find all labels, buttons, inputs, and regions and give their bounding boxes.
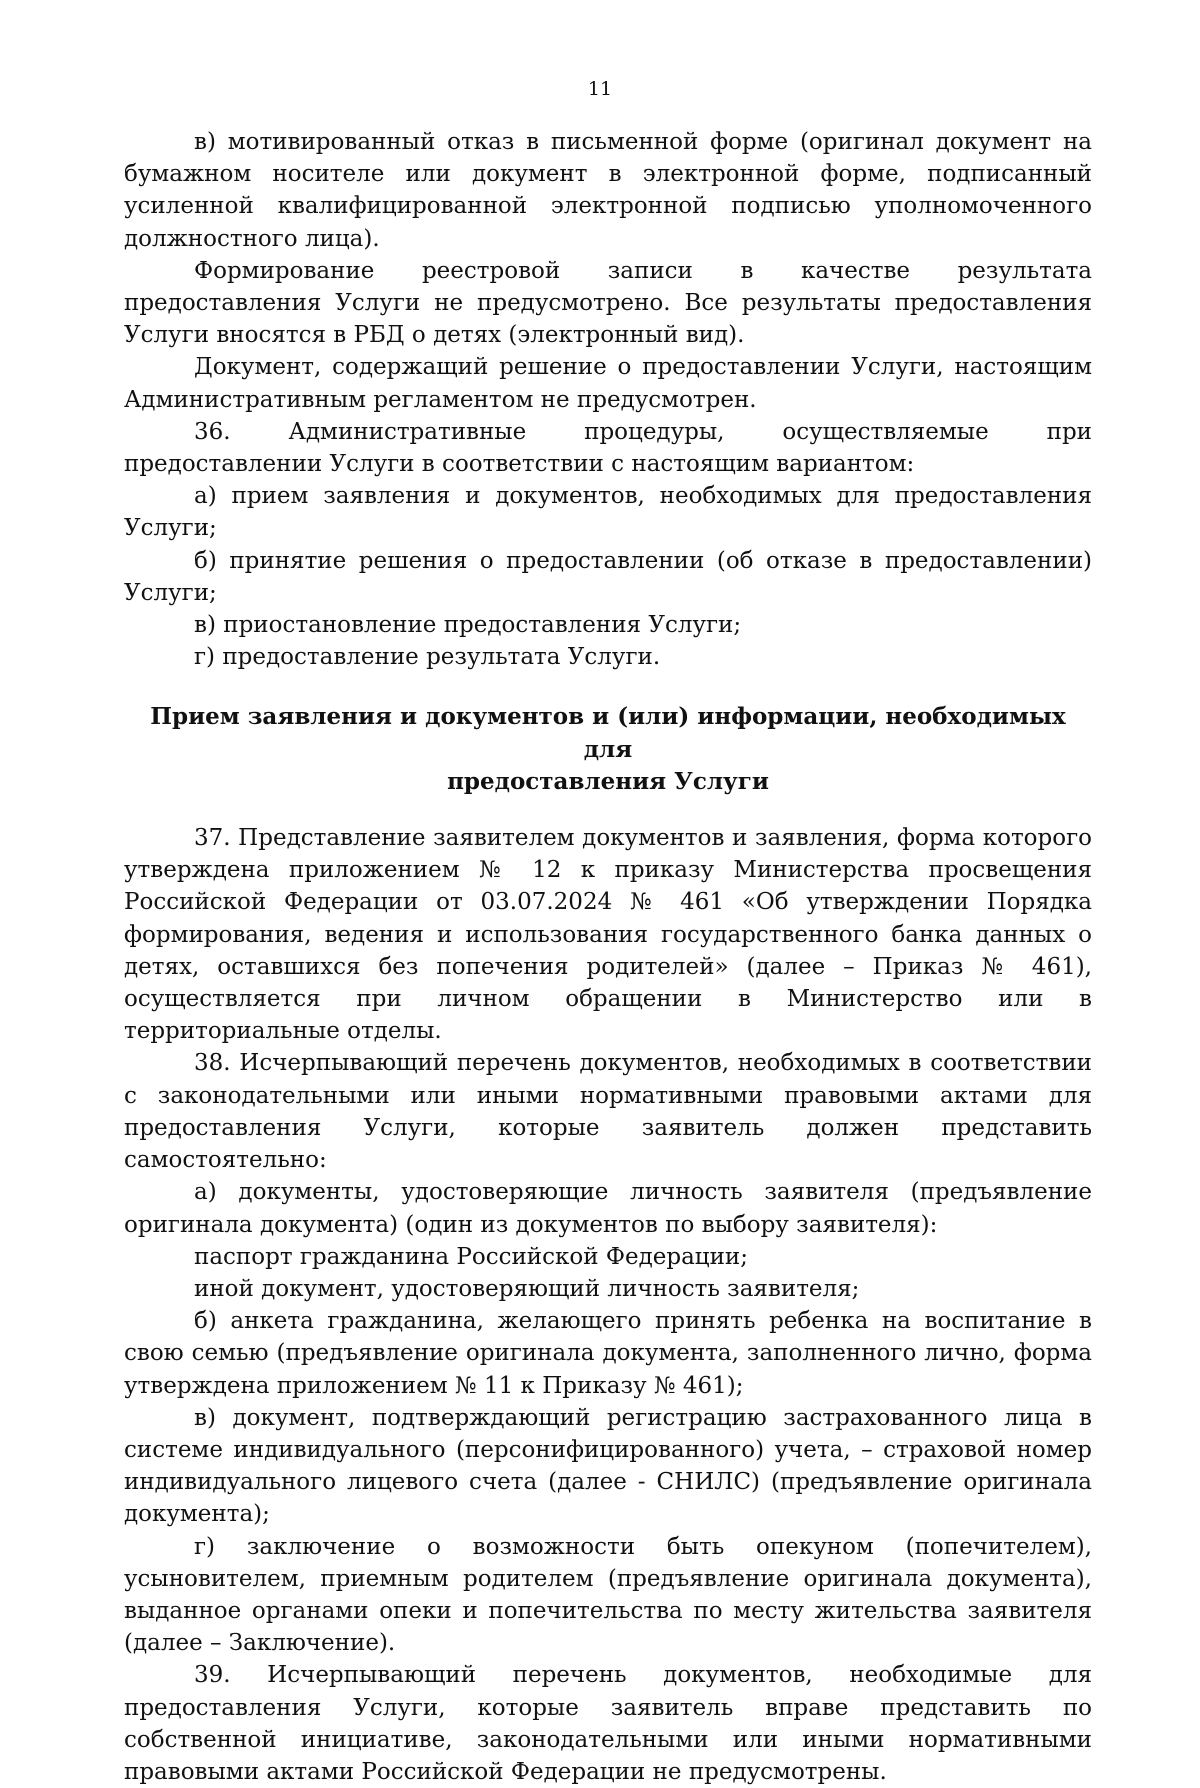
list-item: г) заключение о возможности быть опекуном (попечителем), усыновителем, приемным родителем (предъявление оригинала документа), выданное органами опеки и попечительства по месту жительства заявителя (далее – Заключение). [124, 1533, 1092, 1657]
list-item: а) документы, удостоверяющие личность заявителя (предъявление оригинала документа) (один из документов по выбору заявителя): [124, 1179, 1092, 1238]
section-heading [124, 701, 1092, 798]
paragraph: 36. Административные процедуры, осуществляемые при предоставлении Услуги в соответствии с настоящим вариантом: [124, 418, 1092, 478]
list-item: б) принятие решения о предоставлении (об отказе в предоставлении) Услуги; [124, 547, 1092, 606]
paragraph: 39. Исчерпывающий перечень документов, необходимые для предоставления Услуги, которые заявитель вправе представить по собственной инициативе, законодательными или иными нормативными правовыми актами Российской Федерации не предусмотрены. [124, 1662, 1092, 1785]
spacer [124, 673, 1092, 701]
list-item: г) предоставление результата Услуги. [194, 644, 661, 671]
page-number: 11 [587, 78, 613, 100]
section-heading-line: предоставления Услуги [447, 767, 769, 795]
list-item: в) приостановление предоставления Услуги; [194, 612, 742, 639]
list-item: б) анкета гражданина, желающего принять ребенка на воспитание в свою семью (предъявление оригинала документа, заполненного лично, форма утверждена приложением № 11 к Приказу № 461); [124, 1308, 1092, 1399]
list-item: иной документ, удостоверяющий личность заявителя; [194, 1275, 860, 1302]
paragraph: Формирование реестровой записи в качестве результата предоставления Услуги не предусмотрено. Все результаты предоставления Услуги вносятся в РБД о детях (электронный вид). [124, 257, 1092, 349]
list-item: а) прием заявления и документов, необходимых для предоставления Услуги; [124, 483, 1092, 542]
paragraph: Документ, содержащий решение о предоставлении Услуги, настоящим Административным регламентом не предусмотрен. [124, 354, 1092, 413]
document-body [124, 126, 1092, 1788]
paragraph: в) мотивированный отказ в письменной форме (оригинал документ на бумажном носителе или документ в электронной форме, подписанный усиленной квалифицированной электронной подписью уполномоченного должностного лица). [124, 129, 1092, 252]
list-item: паспорт гражданина Российской Федерации; [194, 1243, 748, 1270]
spacer [124, 798, 1092, 822]
section-heading-line: Прием заявления и документов и (или) информации, необходимых для [150, 703, 1066, 763]
paragraph: 38. Исчерпывающий перечень документов, необходимых в соответствии с законодательными или иными нормативными правовыми актами для предоставления Услуги, которые заявитель должен представить самостоятельно: [124, 1050, 1092, 1174]
list-item: в) документ, подтверждающий регистрацию застрахованного лица в системе индивидуального (персонифицированного) учета, – страховой номер индивидуального лицевого счета (далее - СНИЛС) (предъявление оригинала документа); [124, 1404, 1092, 1528]
paragraph: 37. Представление заявителем документов и заявления, форма которого утверждена приложением № 12 к приказу Министерства просвещения Российской Федерации от 03.07.2024 № 461 «Об утверждении Порядка формирования, ведения и использования государственного банка данных о детях, оставшихся без попечения родителей» (далее – Приказ № 461), осуществляется при личном обращении в Министерство или в территориальные отделы. [124, 825, 1092, 1045]
